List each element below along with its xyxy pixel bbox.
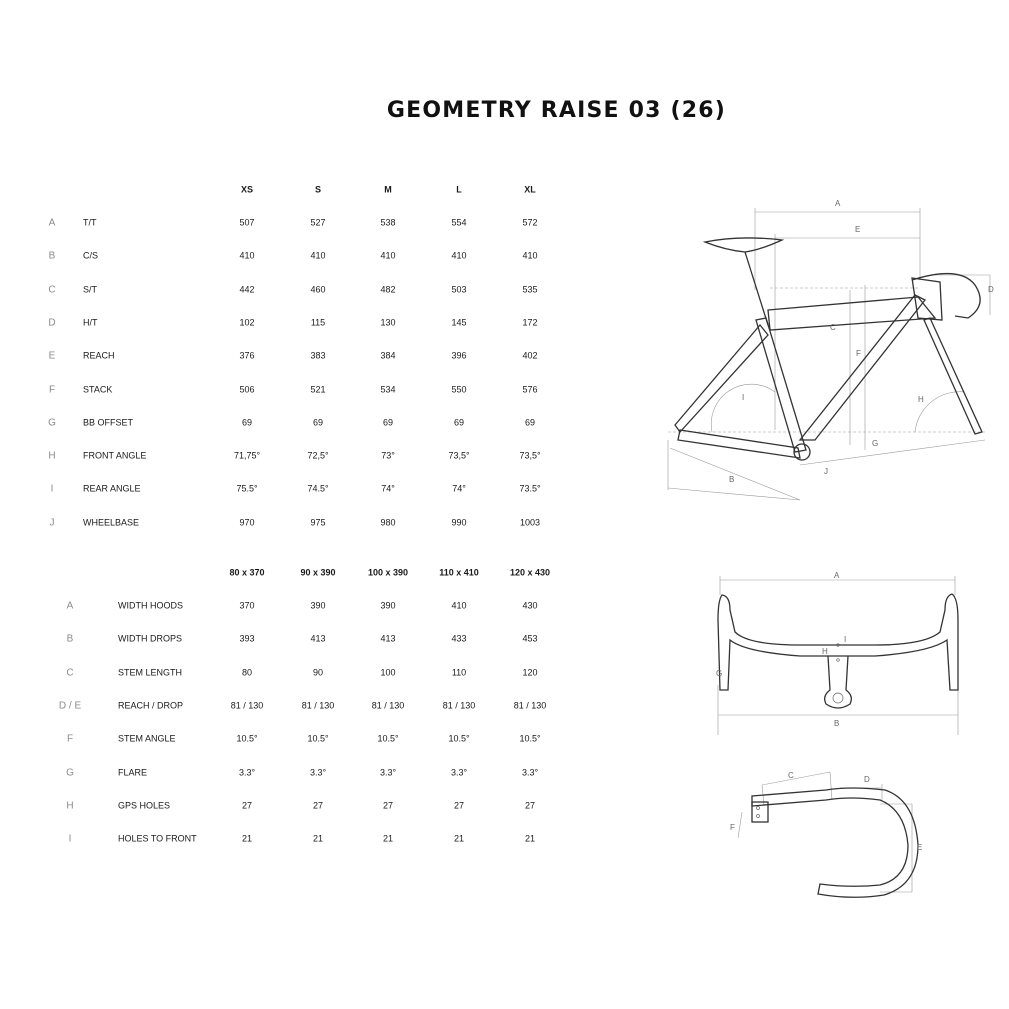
svg-text:I: I — [844, 635, 847, 644]
table-cell: 81 / 130 — [513, 700, 547, 711]
row-letter: C — [66, 667, 74, 679]
row-letter: A — [66, 600, 74, 612]
table-cell: 3.3° — [450, 767, 468, 777]
table-cell: 69 — [241, 417, 253, 428]
table-cell: 81 / 130 — [301, 700, 335, 711]
table-cell: 74° — [452, 483, 466, 494]
table-cell: 73° — [381, 450, 395, 461]
column-header: XL — [524, 184, 536, 195]
table-cell: 550 — [451, 384, 467, 394]
row-letter: J — [49, 517, 55, 529]
table-cell: 172 — [522, 317, 538, 328]
table-cell: 503 — [451, 284, 467, 295]
row-letter: H — [66, 800, 74, 812]
table-cell: 27 — [382, 800, 394, 811]
row-label: WHEELBASE — [83, 517, 140, 528]
table-cell: 521 — [310, 384, 326, 394]
table-cell: 413 — [310, 633, 326, 644]
table-cell: 115 — [310, 317, 326, 328]
svg-text:E: E — [855, 225, 861, 234]
table-cell: 145 — [451, 317, 467, 328]
table-cell: 442 — [239, 284, 255, 295]
table-cell: 10.5° — [377, 733, 399, 744]
svg-text:C: C — [830, 323, 836, 332]
table-cell: 21 — [524, 833, 536, 844]
column-header: M — [384, 184, 392, 195]
row-letter: G — [48, 417, 56, 429]
table-cell: 376 — [239, 350, 255, 361]
table-cell: 460 — [310, 284, 326, 295]
table-cell: 73,5° — [448, 450, 470, 461]
table-cell: 572 — [522, 217, 538, 228]
table-cell: 110 — [451, 667, 467, 678]
table-cell: 130 — [380, 317, 396, 328]
column-header: 80 x 370 — [229, 567, 265, 578]
svg-text:A: A — [835, 199, 841, 208]
table-cell: 980 — [380, 517, 396, 528]
table-cell: 120 — [522, 667, 538, 678]
table-cell: 538 — [380, 217, 396, 228]
table-cell: 102 — [239, 317, 255, 328]
row-letter: H — [48, 450, 56, 462]
handlebar-side — [752, 788, 918, 897]
svg-text:F: F — [856, 349, 861, 358]
table-cell: 73,5° — [519, 450, 541, 461]
table-cell: 554 — [451, 217, 467, 228]
table-cell: 21 — [241, 833, 253, 844]
table-cell: 21 — [312, 833, 324, 844]
svg-text:H: H — [918, 395, 924, 404]
table-cell: 3.3° — [521, 767, 539, 777]
table-cell: 482 — [380, 284, 396, 295]
table-cell: 3.3° — [238, 767, 256, 777]
svg-text:G: G — [872, 439, 879, 448]
table-cell: 576 — [522, 384, 538, 394]
table-cell: 433 — [451, 633, 467, 644]
table-cell: 410 — [522, 250, 538, 261]
svg-text:J: J — [824, 467, 828, 476]
table-cell: 535 — [522, 284, 538, 295]
row-letter: D / E — [58, 700, 82, 712]
table-cell: 73.5° — [519, 483, 541, 494]
table-cell: 10.5° — [236, 733, 258, 744]
svg-text:D: D — [864, 775, 870, 784]
row-label: STEM ANGLE — [118, 733, 176, 744]
row-label: FRONT ANGLE — [83, 450, 147, 461]
table-cell: 69 — [382, 417, 394, 428]
table-cell: 3.3° — [309, 767, 327, 777]
row-label: HOLES TO FRONT — [118, 833, 197, 844]
table-cell: 75.5° — [236, 483, 258, 494]
table-cell: 69 — [524, 417, 536, 428]
row-label: BB OFFSET — [83, 417, 134, 428]
table-cell: 527 — [310, 217, 326, 228]
row-label: REACH / DROP — [118, 700, 184, 711]
svg-text:H: H — [822, 647, 828, 656]
svg-text:D: D — [988, 285, 994, 294]
table-cell: 100 — [380, 667, 396, 678]
table-cell: 80 — [241, 667, 253, 678]
table-cell: 81 / 130 — [371, 700, 405, 711]
table-cell: 74.5° — [307, 483, 329, 494]
row-letter: F — [66, 733, 74, 745]
column-header: XS — [240, 184, 254, 195]
table-cell: 1003 — [519, 517, 541, 528]
table-cell: 970 — [239, 517, 255, 528]
table-cell: 384 — [380, 350, 396, 361]
row-letter: I — [50, 483, 54, 495]
row-letter: D — [48, 317, 56, 329]
table-cell: 72,5° — [307, 450, 329, 461]
svg-text:E: E — [917, 843, 923, 852]
row-label: STEM LENGTH — [118, 667, 183, 678]
table-cell: 27 — [453, 800, 465, 811]
svg-text:B: B — [834, 719, 840, 728]
row-letter: F — [48, 384, 56, 395]
row-letter: E — [48, 350, 56, 362]
column-header: 100 x 390 — [367, 567, 409, 578]
table-cell: 410 — [310, 250, 326, 261]
svg-text:A: A — [834, 571, 840, 580]
row-label: REACH — [83, 350, 115, 361]
row-letter: C — [48, 284, 56, 296]
column-header: L — [456, 184, 462, 195]
row-label: T/T — [83, 217, 97, 228]
table-cell: 430 — [522, 600, 538, 611]
table-cell: 69 — [453, 417, 465, 428]
table-cell: 390 — [380, 600, 396, 611]
table-cell: 393 — [239, 633, 255, 644]
row-label: FLARE — [118, 767, 148, 777]
table-cell: 410 — [451, 600, 467, 611]
row-label: H/T — [83, 317, 98, 328]
table-cell: 69 — [312, 417, 324, 428]
table-cell: 81 / 130 — [230, 700, 264, 711]
table-cell: 370 — [239, 600, 255, 611]
table-cell: 10.5° — [448, 733, 470, 744]
page-title: GEOMETRY RAISE 03 (26) — [386, 98, 727, 123]
row-label: WIDTH HOODS — [118, 600, 183, 611]
table-cell: 90 — [312, 667, 324, 678]
row-label: STACK — [83, 384, 113, 394]
table-cell: 410 — [239, 250, 255, 261]
svg-text:G: G — [716, 669, 723, 678]
row-letter: B — [66, 633, 74, 645]
table-cell: 27 — [312, 800, 324, 811]
table-cell: 534 — [380, 384, 396, 394]
table-cell: 396 — [451, 350, 467, 361]
row-label: WIDTH DROPS — [118, 633, 182, 644]
table-cell: 71,75° — [233, 450, 261, 461]
table-cell: 506 — [239, 384, 255, 394]
table-cell: 990 — [451, 517, 467, 528]
table-cell: 21 — [382, 833, 394, 844]
column-header: 90 x 390 — [300, 567, 336, 578]
table-cell: 3.3° — [379, 767, 397, 777]
table-cell: 507 — [239, 217, 255, 228]
table-cell: 413 — [380, 633, 396, 644]
table-cell: 410 — [451, 250, 467, 261]
table-cell: 410 — [380, 250, 396, 261]
table-cell: 74° — [381, 483, 395, 494]
table-cell: 975 — [310, 517, 326, 528]
svg-text:F: F — [730, 823, 735, 832]
row-label: GPS HOLES — [118, 800, 171, 811]
table-cell: 27 — [524, 800, 536, 811]
table-cell: 27 — [241, 800, 253, 811]
row-label: C/S — [83, 250, 99, 261]
svg-text:C: C — [788, 771, 794, 780]
row-letter: A — [48, 217, 56, 229]
column-header: 120 x 430 — [509, 567, 551, 578]
table-cell: 21 — [453, 833, 465, 844]
row-letter: G — [66, 767, 74, 778]
svg-text:B: B — [729, 475, 735, 484]
column-header: S — [314, 184, 322, 195]
row-label: REAR ANGLE — [83, 483, 141, 494]
table-cell: 390 — [310, 600, 326, 611]
table-cell: 10.5° — [519, 733, 541, 744]
svg-text:I: I — [742, 393, 745, 402]
table-cell: 81 / 130 — [442, 700, 476, 711]
table-cell: 453 — [522, 633, 538, 644]
column-header: 110 x 410 — [439, 567, 479, 578]
row-label: S/T — [83, 284, 98, 295]
row-letter: I — [68, 833, 72, 845]
table-cell: 10.5° — [307, 733, 329, 744]
table-cell: 383 — [310, 350, 326, 361]
row-letter: B — [48, 250, 56, 262]
table-cell: 402 — [522, 350, 538, 361]
